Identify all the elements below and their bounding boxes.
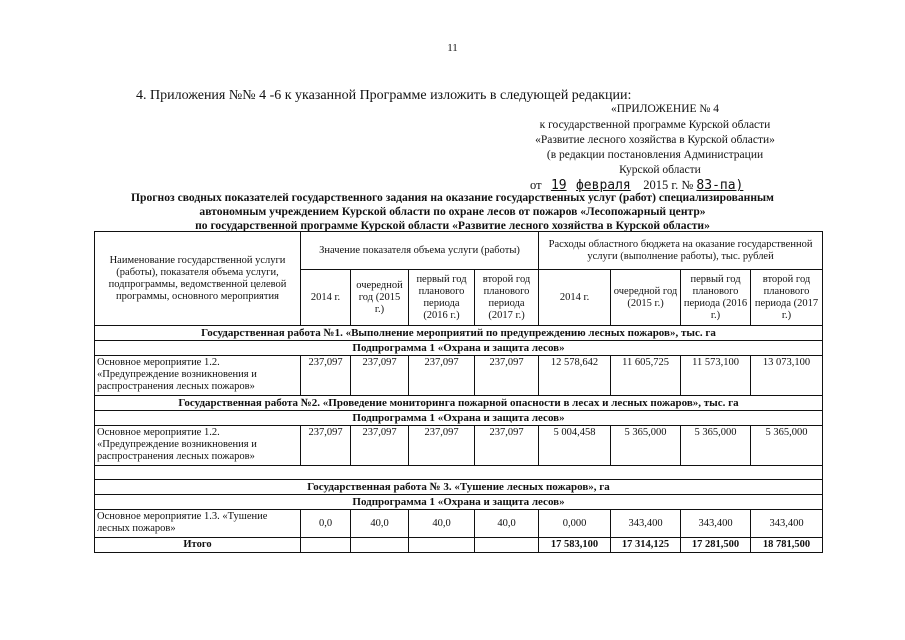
cell-budget-2014: 5 004,458 bbox=[539, 426, 611, 466]
cell-budget-2017: 13 073,100 bbox=[751, 356, 823, 396]
cell-budget-2015: 343,400 bbox=[611, 510, 681, 538]
section-subprogram-3: Подпрограмма 1 «Охрана и защита лесов» bbox=[95, 495, 823, 510]
subheader-budget-2014: 2014 г. bbox=[539, 270, 611, 326]
appendix-heading: «ПРИЛОЖЕНИЕ № 4 bbox=[610, 103, 719, 115]
cell-volume-2017: 237,097 bbox=[475, 356, 539, 396]
date-number: 83-па) bbox=[696, 178, 744, 193]
forecast-title-line2: автономным учреждением Курской области по охране лесов от пожаров «Лесопожарный центр» bbox=[199, 205, 706, 218]
appendix-program-name: «Развитие лесного хозяйства в Курской области» bbox=[535, 134, 775, 146]
cell-budget-2015: 5 365,000 bbox=[611, 426, 681, 466]
subheader-volume-2017: второй год планового периода (2017 г.) bbox=[475, 270, 539, 326]
cell-budget-2015: 11 605,725 bbox=[611, 356, 681, 396]
subheader-budget-2017: второй год планового периода (2017 г.) bbox=[751, 270, 823, 326]
subheader-volume-2014: 2014 г. bbox=[301, 270, 351, 326]
cell-volume-2015: 40,0 bbox=[351, 510, 409, 538]
spacer-row bbox=[95, 466, 823, 480]
section-subprogram-2: Подпрограмма 1 «Охрана и защита лесов» bbox=[95, 411, 823, 426]
header-volume: Значение показателя объема услуги (работы) bbox=[301, 232, 539, 270]
cell-volume-2017: 237,097 bbox=[475, 426, 539, 466]
intro-paragraph: 4. Приложения №№ 4 -6 к указанной Программе изложить в следующей редакции: bbox=[136, 88, 632, 103]
total-volume-2017 bbox=[475, 538, 539, 553]
subheader-volume-2016: первый год планового периода (2016 г.) bbox=[409, 270, 475, 326]
forecast-table bbox=[94, 231, 823, 553]
cell-budget-2014: 12 578,642 bbox=[539, 356, 611, 396]
date-prefix: от bbox=[530, 178, 542, 192]
date-day: 19 bbox=[550, 178, 567, 193]
section-subprogram-1: Подпрограмма 1 «Охрана и защита лесов» bbox=[95, 341, 823, 356]
appendix-region: Курской области bbox=[619, 164, 701, 176]
date-month: февраля bbox=[575, 178, 631, 193]
subheader-budget-2015: очередной год (2015 г.) bbox=[611, 270, 681, 326]
total-budget-2017: 18 781,500 bbox=[751, 538, 823, 553]
total-volume-2016 bbox=[409, 538, 475, 553]
cell-volume-2015: 237,097 bbox=[351, 426, 409, 466]
cell-budget-2016: 5 365,000 bbox=[681, 426, 751, 466]
cell-volume-2016: 40,0 bbox=[409, 510, 475, 538]
total-volume-2014 bbox=[301, 538, 351, 553]
forecast-title-line1: Прогноз сводных показателей государственного задания на оказание государственных услуг (работ) специализированным bbox=[131, 191, 774, 204]
page-number: 11 bbox=[447, 42, 458, 54]
cell-budget-2016: 343,400 bbox=[681, 510, 751, 538]
total-row bbox=[95, 538, 823, 553]
total-budget-2014: 17 583,100 bbox=[539, 538, 611, 553]
appendix-program: к государственной программе Курской области bbox=[539, 119, 771, 131]
cell-budget-2016: 11 573,100 bbox=[681, 356, 751, 396]
appendix-edition: (в редакции постановления Администрации bbox=[546, 149, 764, 161]
cell-volume-2014: 237,097 bbox=[301, 356, 351, 396]
cell-volume-2014: 0,0 bbox=[301, 510, 351, 538]
total-budget-2016: 17 281,500 bbox=[681, 538, 751, 553]
cell-volume-2016: 237,097 bbox=[409, 426, 475, 466]
row-name: Основное мероприятие 1.2. «Предупреждение возникновения и распространения лесных пожаров» bbox=[95, 356, 301, 396]
cell-budget-2017: 343,400 bbox=[751, 510, 823, 538]
total-budget-2015: 17 314,125 bbox=[611, 538, 681, 553]
cell-volume-2016: 237,097 bbox=[409, 356, 475, 396]
header-budget: Расходы областного бюджета на оказание государственной услуги (выполнение работы), тыс. рублей bbox=[539, 232, 823, 270]
row-name: Основное мероприятие 1.3. «Тушение лесных пожаров» bbox=[95, 510, 301, 538]
subheader-volume-2015: очередной год (2015 г.) bbox=[351, 270, 409, 326]
total-label: Итого bbox=[95, 538, 301, 553]
table-row bbox=[95, 356, 823, 396]
section-work-1: Государственная работа №1. «Выполнение мероприятий по предупреждению лесных пожаров», тыс. га bbox=[95, 326, 823, 341]
table-row bbox=[95, 510, 823, 538]
forecast-title-line3: по государственной программе Курской области «Развитие лесного хозяйства в Курской области» bbox=[195, 219, 710, 232]
cell-budget-2014: 0,000 bbox=[539, 510, 611, 538]
row-name: Основное мероприятие 1.2. «Предупреждение возникновения и распространения лесных пожаров» bbox=[95, 426, 301, 466]
total-volume-2015 bbox=[351, 538, 409, 553]
cell-volume-2017: 40,0 bbox=[475, 510, 539, 538]
section-work-2: Государственная работа №2. «Проведение мониторинга пожарной опасности в лесах и лесных пожаров», тыс. га bbox=[95, 396, 823, 411]
date-year: 2015 г. № bbox=[643, 178, 694, 192]
cell-volume-2015: 237,097 bbox=[351, 356, 409, 396]
subheader-budget-2016: первый год планового периода (2016 г.) bbox=[681, 270, 751, 326]
cell-budget-2017: 5 365,000 bbox=[751, 426, 823, 466]
cell-volume-2014: 237,097 bbox=[301, 426, 351, 466]
table-row bbox=[95, 426, 823, 466]
header-name: Наименование государственной услуги (работы), показателя объема услуги, подпрограммы, ведомственной целевой программы, основного мероприятия bbox=[95, 232, 301, 326]
section-work-3: Государственная работа № 3. «Тушение лесных пожаров», га bbox=[95, 480, 823, 495]
